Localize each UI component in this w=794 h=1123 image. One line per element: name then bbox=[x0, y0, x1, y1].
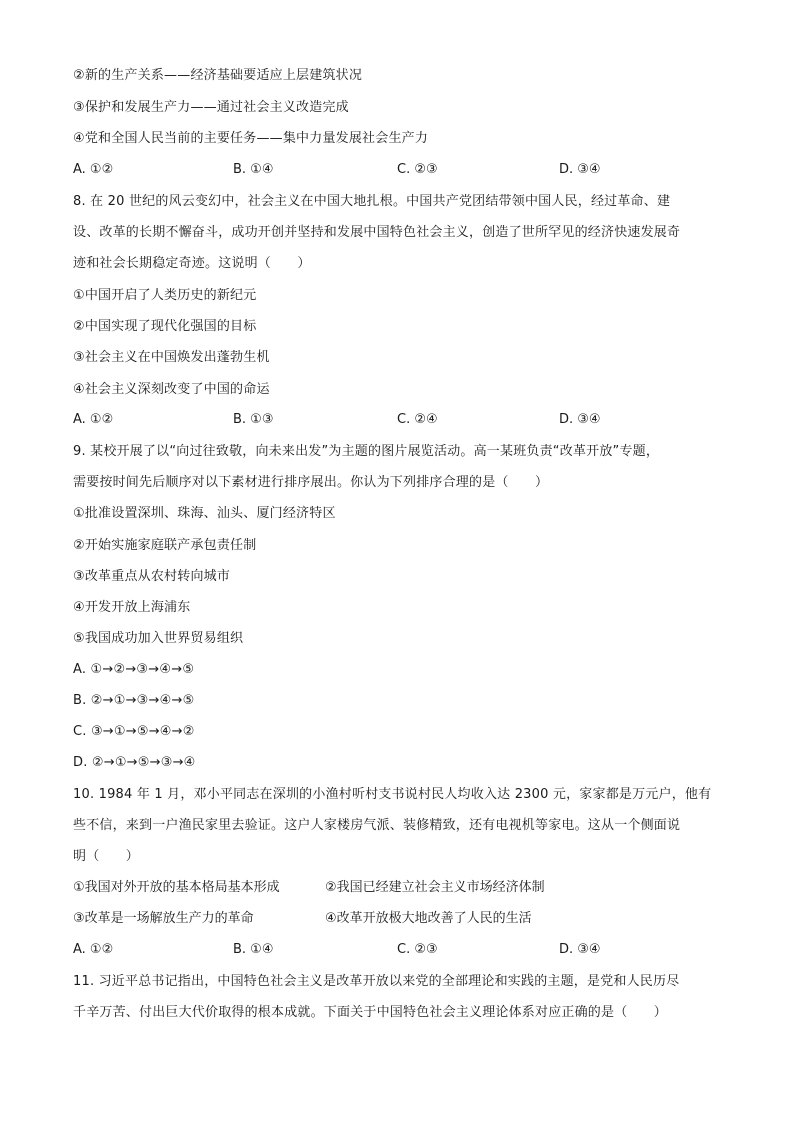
q7-item-4: ④党和全国人民当前的主要任务——集中力量发展社会生产力 bbox=[73, 131, 429, 146]
q7-item-2: ②新的生产关系——经济基础要适应上层建筑状况 bbox=[73, 68, 363, 83]
q8-stem-line-1: 8. 在 20 世纪的风云变幻中，社会主义在中国大地扎根。中国共产党团结带领中国人民，经过革命、建 bbox=[73, 194, 671, 209]
q8-item-4: ④社会主义深刻改变了中国的命运 bbox=[73, 382, 270, 397]
q8-stem-line-2: 设、改革的长期不懈奋斗，成功开创并坚持和发展中国特色社会主义，创造了世所罕见的经济快速发展奇 bbox=[73, 225, 681, 240]
q8-stem-line-3: 迹和社会长期稳定奇迹。这说明（ ） bbox=[73, 256, 311, 271]
q8-item-1: ①中国开启了人类历史的新纪元 bbox=[73, 288, 257, 303]
q8-item-2: ②中国实现了现代化强国的目标 bbox=[73, 319, 257, 334]
q7-options bbox=[73, 161, 733, 179]
q8-options bbox=[73, 411, 733, 429]
q10-option-b[interactable]: B. ①④ bbox=[233, 942, 274, 957]
q9-option-b[interactable]: B. ②→①→③→④→⑤ bbox=[73, 693, 195, 708]
q10-item-1: ①我国对外开放的基本格局基本形成 bbox=[73, 880, 280, 895]
q9-option-c[interactable]: C. ③→①→⑤→④→② bbox=[73, 724, 195, 739]
q9-stem-line-2: 需要按时间先后顺序对以下素材进行排序展出。你认为下列排序合理的是（ ） bbox=[73, 475, 549, 490]
q10-stem-line-3: 明（ ） bbox=[73, 849, 140, 864]
q10-option-c[interactable]: C. ②③ bbox=[397, 942, 438, 957]
q10-option-a[interactable]: A. ①② bbox=[73, 942, 114, 957]
q9-item-1: ①批准设置深圳、珠海、汕头、厦门经济特区 bbox=[73, 506, 336, 521]
q9-item-3: ③改革重点从农村转向城市 bbox=[73, 569, 231, 584]
q10-item-4: ④改革开放极大地改善了人民的生活 bbox=[325, 911, 532, 926]
q7-option-d[interactable]: D. ③④ bbox=[559, 162, 601, 177]
q8-item-3: ③社会主义在中国焕发出蓬勃生机 bbox=[73, 350, 270, 365]
q10-items-row-1 bbox=[73, 879, 733, 897]
q9-item-4: ④开发开放上海浦东 bbox=[73, 600, 191, 615]
q10-stem-line-1: 10. 1984 年 1 月，邓小平同志在深圳的小渔村听村支书说村民人均收入达 2300 元，家家都是万元户，他有 bbox=[73, 787, 712, 802]
q10-option-d[interactable]: D. ③④ bbox=[559, 942, 601, 957]
q7-option-c[interactable]: C. ②③ bbox=[397, 162, 438, 177]
q7-option-b[interactable]: B. ①④ bbox=[233, 162, 274, 177]
q9-stem-line-1: 9. 某校开展了以“向过往致敬，向未来出发”为主题的图片展览活动。高一某班负责“改革开放”专题， bbox=[73, 444, 660, 459]
q10-stem-line-2: 些不信，来到一户渔民家里去验证。这户人家楼房气派、装修精致，还有电视机等家电。这从一个侧面说 bbox=[73, 818, 681, 833]
q11-stem-line-1: 11. 习近平总书记指出，中国特色社会主义是改革开放以来党的全部理论和实践的主题，是党和人民历尽 bbox=[73, 974, 680, 989]
q9-item-5: ⑤我国成功加入世界贸易组织 bbox=[73, 631, 244, 646]
q7-item-3: ③保护和发展生产力——通过社会主义改造完成 bbox=[73, 100, 349, 115]
q10-item-2: ②我国已经建立社会主义市场经济体制 bbox=[325, 880, 545, 895]
q7-option-a[interactable]: A. ①② bbox=[73, 162, 114, 177]
q8-option-c[interactable]: C. ②④ bbox=[397, 412, 438, 427]
q10-item-3: ③改革是一场解放生产力的革命 bbox=[73, 911, 254, 926]
q8-option-b[interactable]: B. ①③ bbox=[233, 412, 274, 427]
q9-item-2: ②开始实施家庭联产承包责任制 bbox=[73, 538, 257, 553]
q10-options bbox=[73, 941, 733, 959]
q8-option-d[interactable]: D. ③④ bbox=[559, 412, 601, 427]
q11-stem-line-2: 千辛万苦、付出巨大代价取得的根本成就。下面关于中国特色社会主义理论体系对应正确的是（ ） bbox=[73, 1005, 668, 1020]
q9-option-a[interactable]: A. ①→②→③→④→⑤ bbox=[73, 662, 195, 677]
q8-option-a[interactable]: A. ①② bbox=[73, 412, 114, 427]
q10-items-row-2 bbox=[73, 910, 733, 928]
q9-option-d[interactable]: D. ②→①→⑤→③→④ bbox=[73, 755, 196, 770]
